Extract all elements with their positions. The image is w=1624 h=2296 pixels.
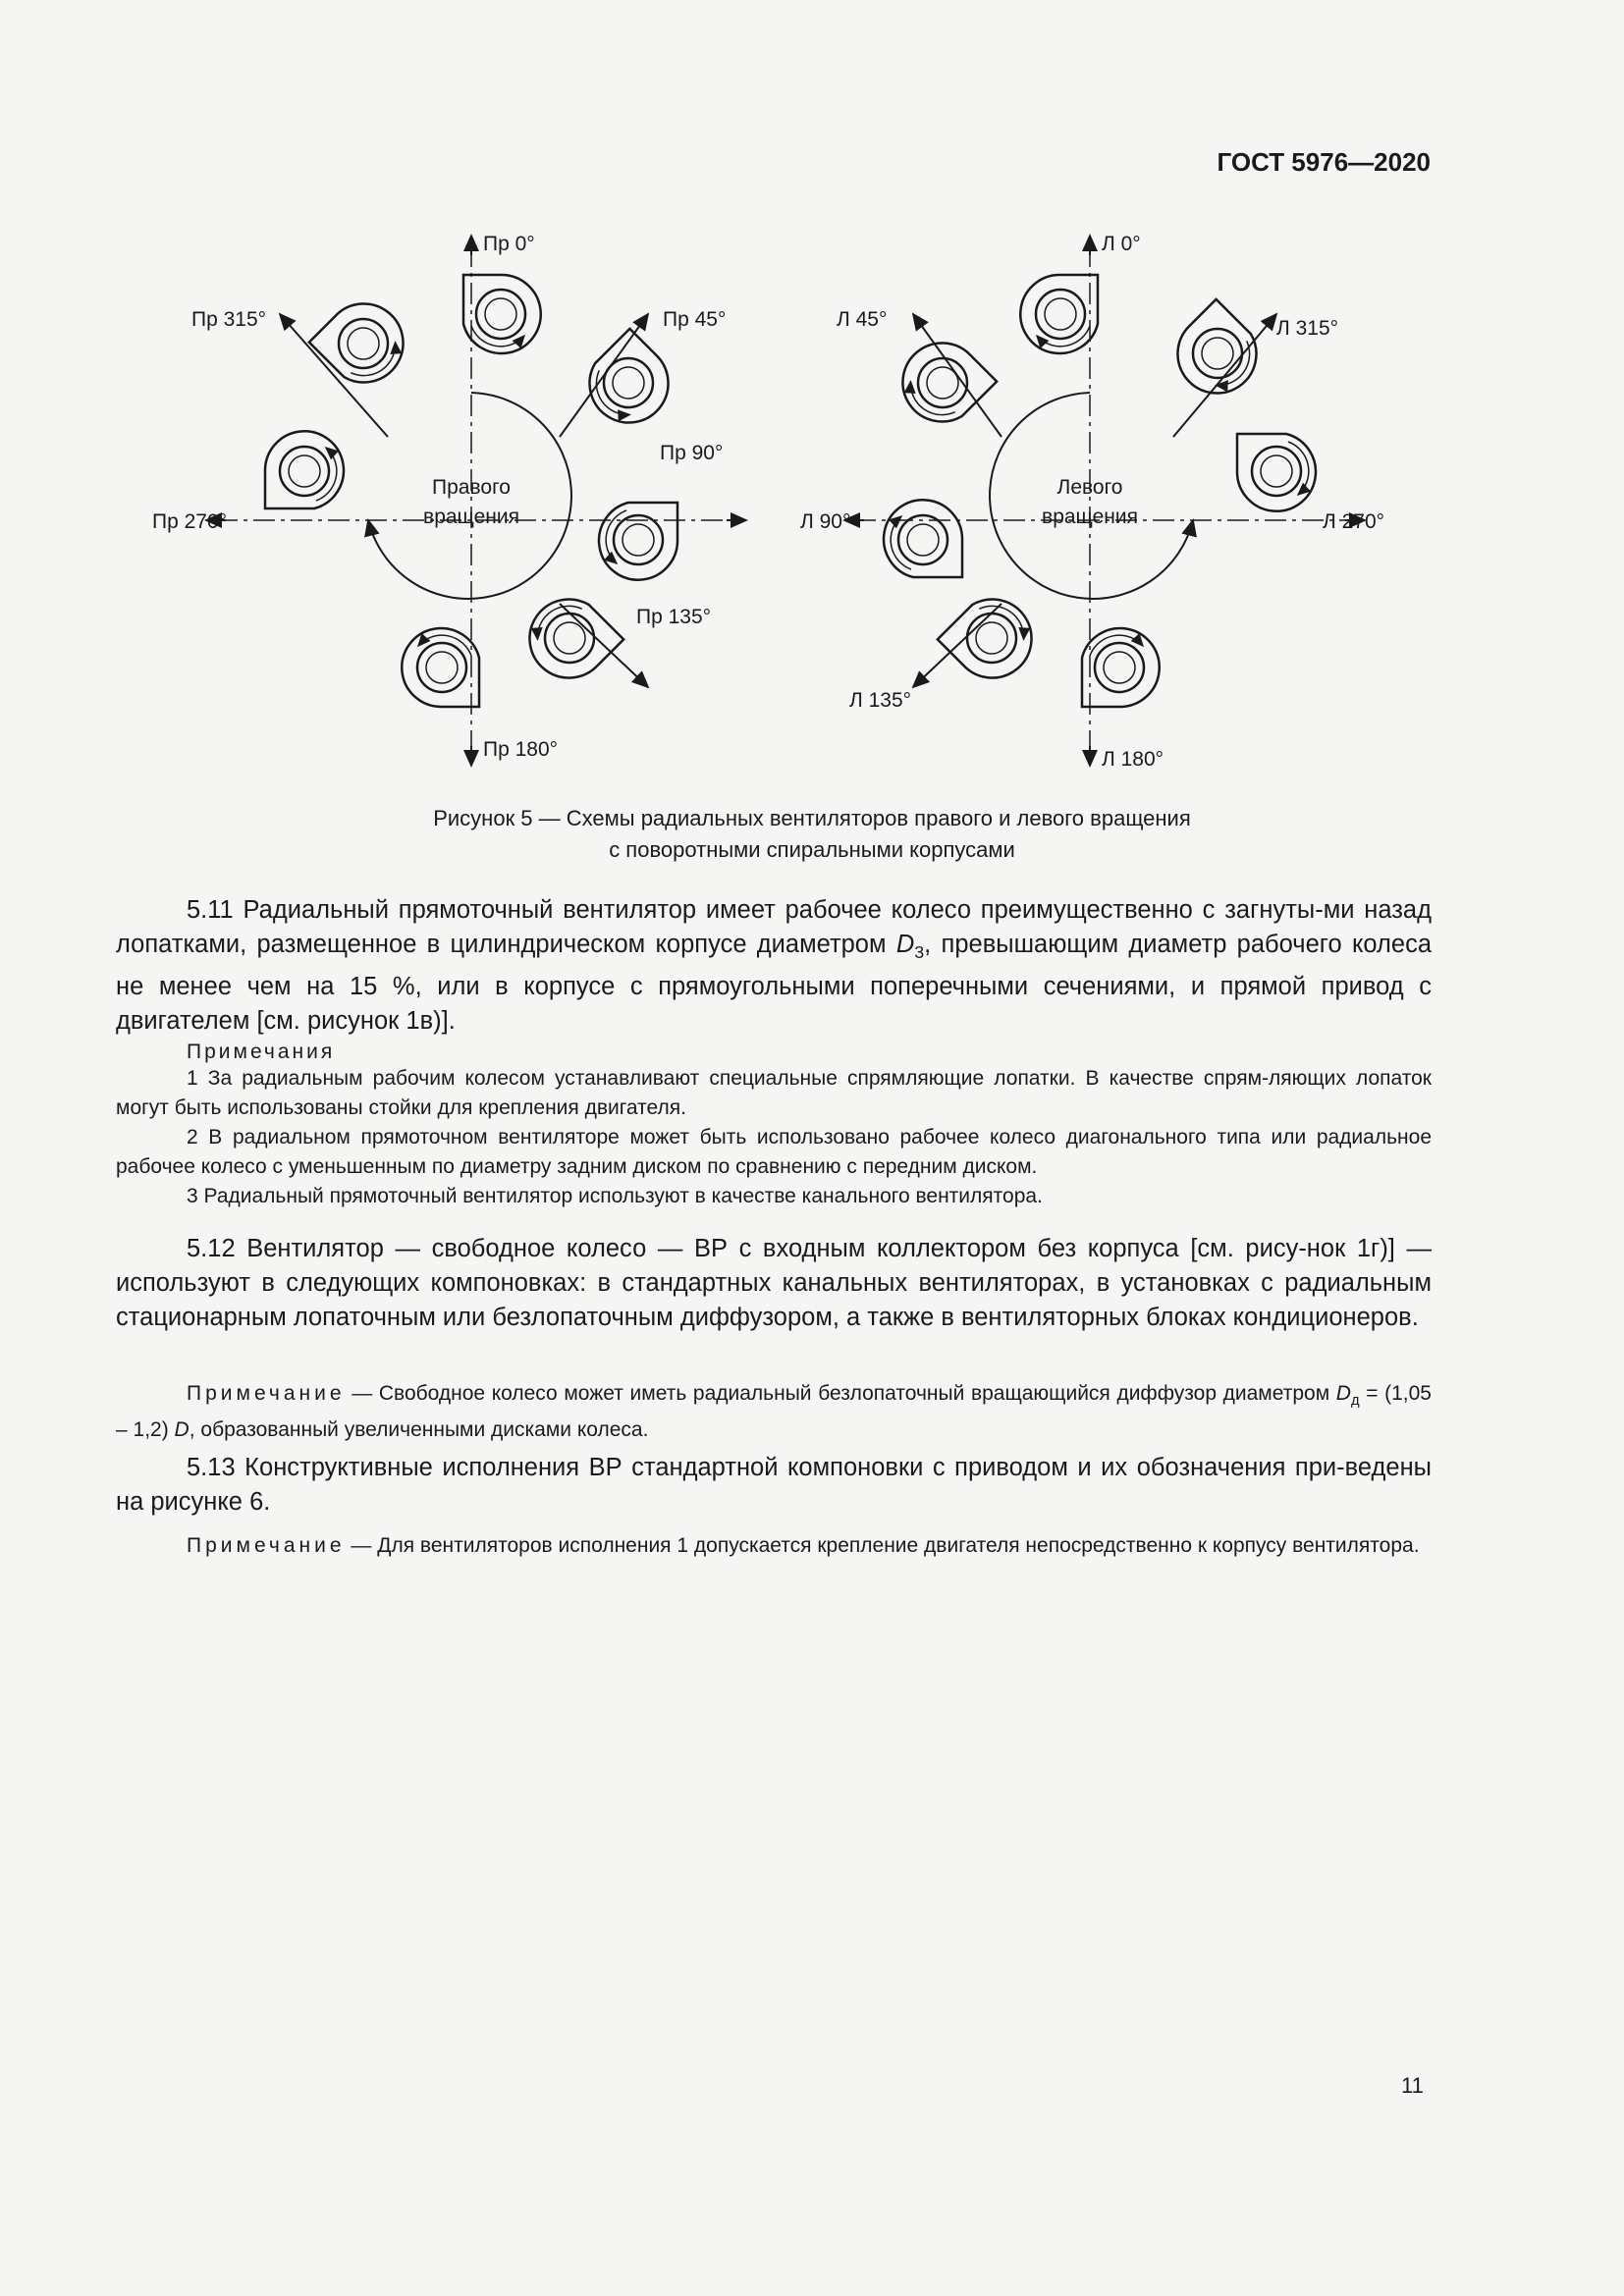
note4-var2: D	[174, 1418, 189, 1442]
s511-text-b: , превышающим диаметр рабочего колеса не менее чем на 15 %, или в корпусе с прямоугольными поперечными сечениями, и прямой привод с двигателем [см. рисунок 1в)].	[116, 931, 1433, 1036]
label-l-0: Л 0°	[1102, 233, 1141, 255]
label-l-315: Л 315°	[1276, 317, 1339, 340]
caption-line-1: Рисунок 5 — Схемы радиальных вентиляторов правого и левого вращения	[433, 806, 1191, 830]
note-5-12	[116, 1379, 1432, 1445]
left-rotation-scheme	[800, 233, 1384, 771]
s511-var: D	[895, 931, 915, 958]
label-pr-315: Пр 315°	[191, 308, 267, 331]
note5-text: — Для вентиляторов исполнения 1 допускается крепление двигателя непосредственно к корпусу вентилятора.	[345, 1534, 1420, 1557]
label-pr-270: Пр 270°	[152, 510, 228, 533]
left-center-label-2: вращения	[1042, 506, 1138, 528]
note-5-13	[116, 1531, 1432, 1561]
note-1: 1 За радиальным рабочим колесом устанавливают специальные спрямляющие лопатки. В качестве спрям-ляющих лопаток могут быть использованы стойки для крепления двигателя.	[116, 1067, 1432, 1119]
note4-text-a: — Свободное колесо может иметь радиальный безлопаточный вращающийся диффузор диаметром	[345, 1382, 1336, 1405]
right-center-label-1: Правого	[432, 476, 511, 499]
note-2: 2 В радиальном прямоточном вентиляторе может быть использовано рабочее колесо диагонального типа или радиальное рабочее колесо с уменьшенным по диаметру задним диском по сравнению с передним диском.	[116, 1126, 1432, 1178]
section-5-12	[116, 1232, 1432, 1335]
label-l-180: Л 180°	[1102, 748, 1164, 771]
notes-heading: Примечания	[187, 1041, 336, 1063]
note4-var: D	[1335, 1382, 1351, 1405]
right-rotation-scheme	[152, 233, 746, 766]
note-3: 3 Радиальный прямоточный вентилятор используют в качестве канального вентилятора.	[187, 1185, 1043, 1207]
fan-rotation-diagram	[137, 216, 1434, 785]
s513-text: 5.13 Конструктивные исполнения ВР стандартной компоновки с приводом и их обозначения при-ведены на рисунке 6.	[116, 1454, 1432, 1516]
standard-id: ГОСТ 5976—2020	[1217, 147, 1431, 177]
section-5-11	[116, 893, 1432, 1039]
label-l-135: Л 135°	[849, 689, 912, 712]
note4-label: Примечание	[187, 1382, 346, 1405]
section-5-13	[116, 1451, 1432, 1520]
s511-sub: 3	[914, 942, 925, 963]
s512-text: 5.12 Вентилятор — свободное колесо — ВР с входным коллектором без корпуса [см. рису-нок 1г)] — используют в следующих компоновках: в стандартных канальных вентиляторах, в установках с радиальным стационарным лопаточным или безлопаточным диффузором, а также в вентиляторных блоках кондиционеров.	[116, 1235, 1432, 1331]
note5-label: Примечание	[187, 1534, 346, 1557]
label-l-90: Л 90°	[800, 510, 851, 533]
label-pr-45: Пр 45°	[663, 308, 727, 331]
page-number: 11	[1401, 2073, 1424, 2098]
label-l-45: Л 45°	[837, 308, 888, 331]
label-l-270: Л 270°	[1323, 510, 1385, 533]
left-center-label-1: Левого	[1056, 476, 1123, 499]
label-pr-135: Пр 135°	[636, 606, 712, 628]
notes-5-11	[116, 1041, 1432, 1211]
label-pr-180: Пр 180°	[483, 738, 559, 761]
note4-sub: д	[1350, 1393, 1360, 1410]
label-pr-0: Пр 0°	[483, 233, 535, 255]
note4-text-c: , образованный увеличенными дисками колеса.	[189, 1418, 649, 1442]
note4-text-b: = (1,05 – 1,2)	[116, 1382, 1432, 1442]
right-center-label-2: вращения	[423, 506, 519, 528]
caption-line-2: с поворотными спиральными корпусами	[609, 837, 1015, 862]
label-pr-90: Пр 90°	[660, 442, 724, 464]
figure-caption	[0, 803, 1624, 866]
s511-text-a: 5.11 Радиальный прямоточный вентилятор имеет рабочее колесо преимущественно с загнуты-ми назад лопатками, размещенное в цилиндрическом корпусе диаметром	[116, 896, 1432, 958]
